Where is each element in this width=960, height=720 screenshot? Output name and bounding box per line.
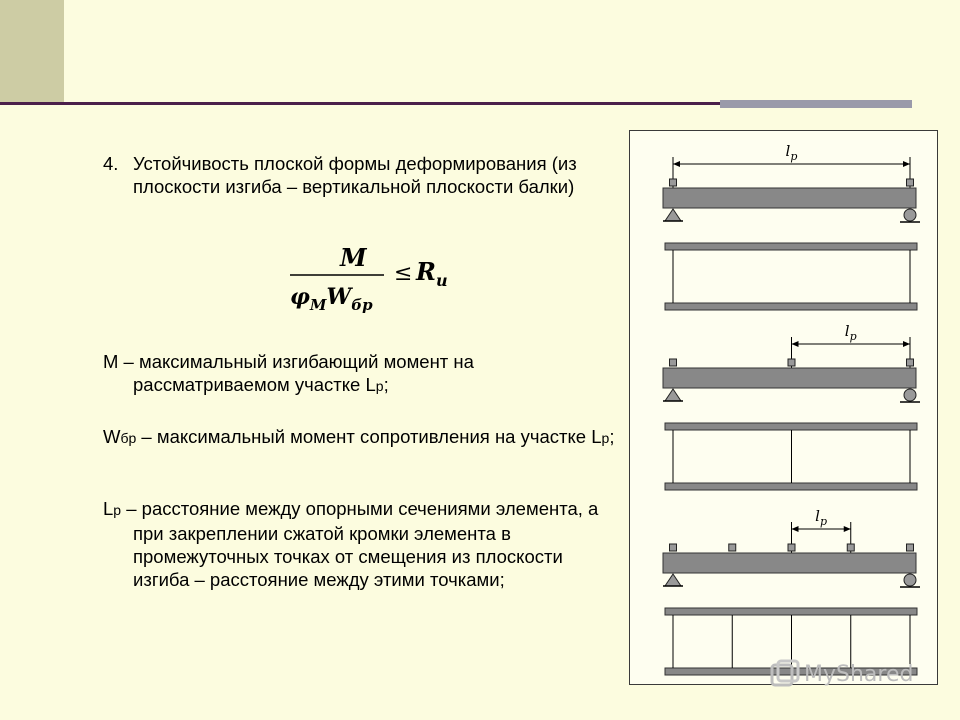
item-text: Устойчивость плоской формы деформирования (из плоскости изгиба – вертикальной плоскости балки) — [133, 153, 577, 197]
def-m-symbol: M — [103, 351, 119, 372]
span-arrow-left — [792, 341, 799, 347]
def-w-text: – максимальный момент сопротивления на участке L — [136, 426, 602, 447]
title-divider-line — [0, 102, 720, 105]
item-number: 4. — [103, 153, 119, 174]
watermark-text: MyShared — [804, 661, 914, 687]
beam-plan-top-flange — [665, 243, 917, 250]
beam-plan-bottom-flange — [665, 303, 917, 310]
roller-support — [904, 389, 916, 401]
beam-plan-top-flange — [665, 608, 917, 615]
def-m-sub: p — [375, 378, 384, 394]
watermark — [770, 659, 913, 689]
bracing-point — [670, 359, 677, 366]
myshared-logo-icon — [770, 659, 800, 689]
def-w-end: ; — [609, 426, 615, 447]
span-arrow-left — [792, 526, 799, 532]
def-w-sub: бр — [120, 430, 137, 446]
beam-elevation — [663, 368, 916, 388]
formula-relation: ≤ — [394, 261, 413, 286]
span-arrow-right — [903, 161, 910, 167]
def-l-text: – расстояние между опорными сечениями элемента, а при закреплении сжатой кромки элемента в промежуточных точках от смещения из плоскости изгиба – расстояние между этими точками; — [121, 498, 599, 590]
def-w-sub2: p — [601, 430, 610, 446]
span-arrow-right — [903, 341, 910, 347]
bracing-point — [907, 359, 914, 366]
definition-l — [103, 497, 623, 591]
svg-text:Rи — [415, 257, 448, 290]
beam-plan-top-flange — [665, 423, 917, 430]
span-label: $l_p$ — [815, 507, 827, 528]
beam-elevation — [663, 553, 916, 573]
def-l-symbol: L — [103, 498, 114, 519]
beam-elevation — [663, 188, 916, 208]
corner-accent-block — [0, 0, 64, 103]
bracing-point — [729, 544, 736, 551]
roller-support — [904, 209, 916, 221]
roller-support — [904, 574, 916, 586]
stability-formula — [288, 238, 458, 318]
bracing-point — [670, 544, 677, 551]
def-m-text: – максимальный изгибающий момент на рассматриваемом участке L — [118, 351, 474, 395]
title-divider-accent — [720, 100, 912, 108]
numbered-item — [103, 152, 623, 198]
def-m-end: ; — [383, 374, 389, 395]
beam-diagrams — [630, 131, 939, 686]
beam-diagram-frame — [629, 130, 938, 685]
definition-m — [103, 350, 623, 398]
pinned-support — [665, 574, 681, 586]
span-label: $l_p$ — [785, 142, 798, 163]
formula-numerator: M — [340, 243, 367, 272]
beam-plan-bottom-flange — [665, 483, 917, 490]
formula-w-sub: бр — [351, 296, 373, 314]
span-arrow-left — [673, 161, 680, 167]
bracing-point — [907, 179, 914, 186]
bracing-point — [788, 359, 795, 366]
span-arrow-right — [844, 526, 851, 532]
bracing-point — [670, 179, 677, 186]
bracing-point — [847, 544, 854, 551]
bracing-point — [907, 544, 914, 551]
svg-text:φMWбр — [290, 284, 373, 314]
formula-phi: φ — [290, 284, 310, 310]
bracing-point — [788, 544, 795, 551]
def-w-symbol: W — [103, 426, 121, 447]
pinned-support — [665, 389, 681, 401]
formula-rhs: R — [416, 257, 436, 286]
definition-w — [103, 425, 623, 450]
pinned-support — [665, 209, 681, 221]
formula-w: W — [326, 284, 352, 310]
formula-phi-sub: M — [309, 296, 327, 314]
span-label: $l_p$ — [844, 322, 857, 343]
def-l-sub: p — [113, 502, 122, 518]
formula-rhs-sub: и — [435, 271, 448, 290]
